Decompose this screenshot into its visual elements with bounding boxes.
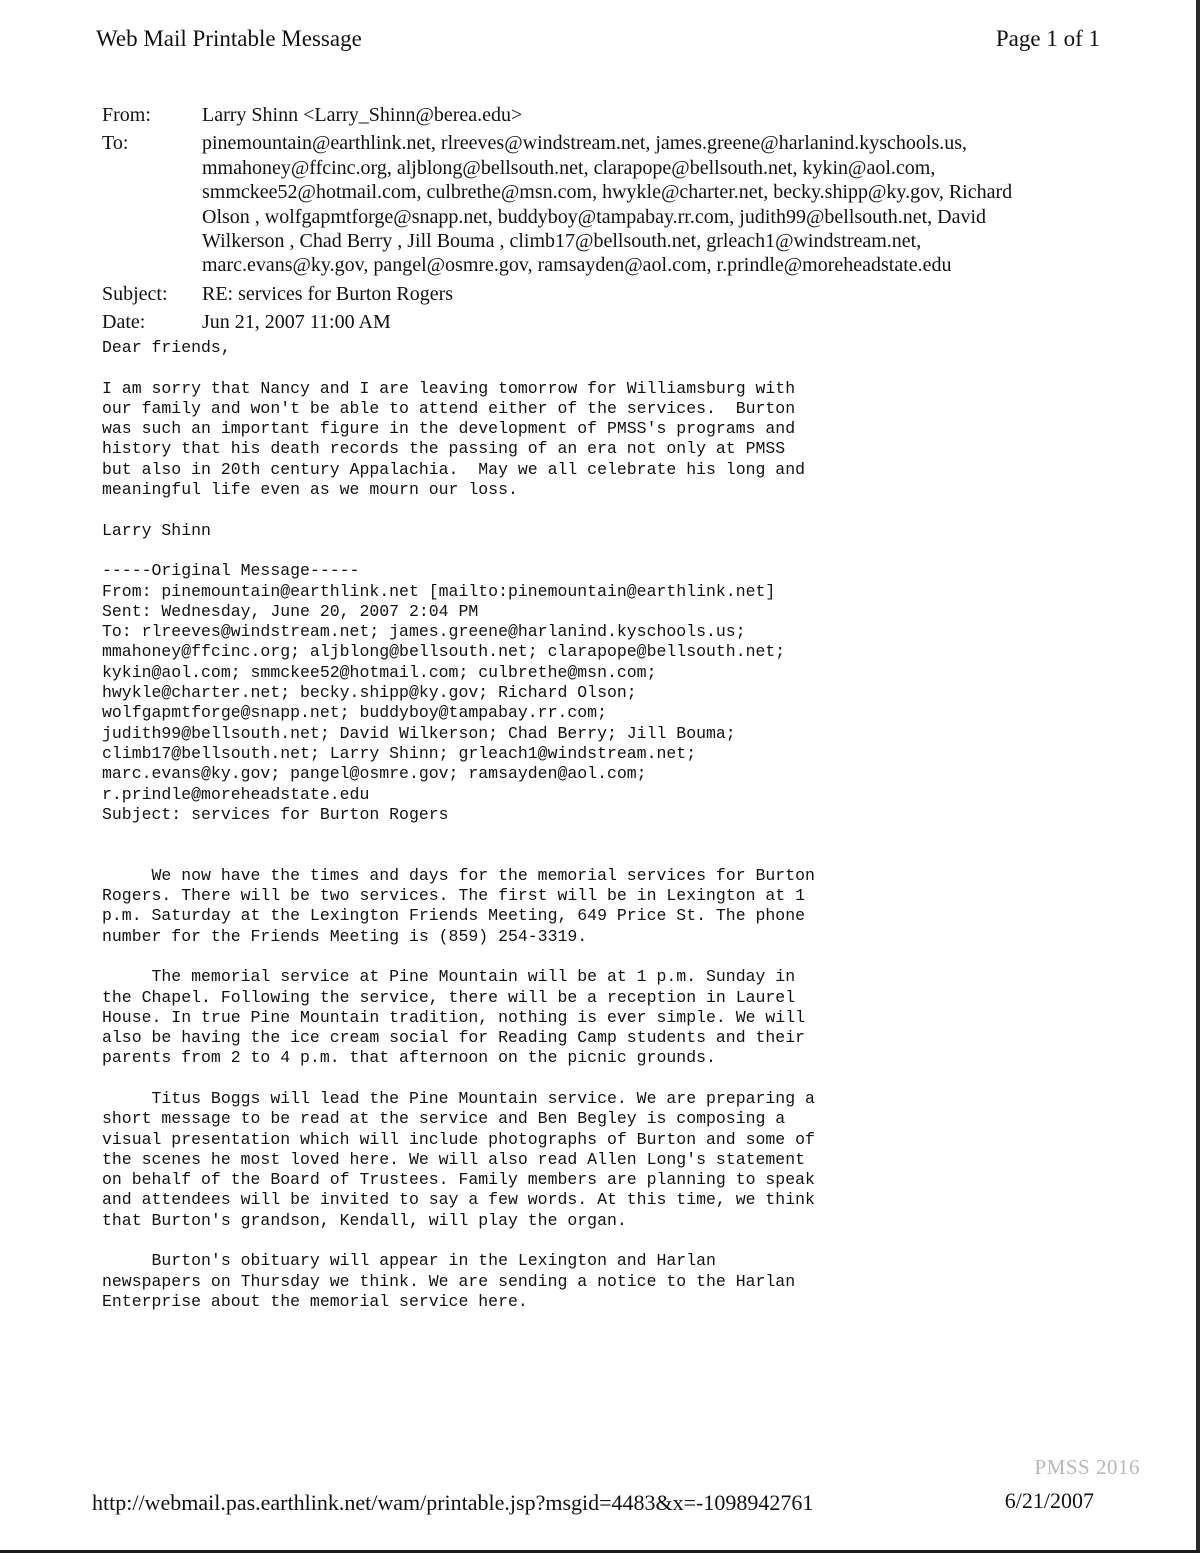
to-row xyxy=(102,131,1102,277)
page-title: Web Mail Printable Message xyxy=(96,26,362,51)
footer-url: http://webmail.pas.earthlink.net/wam/printable.jsp?msgid=4483&x=-1098942761 xyxy=(92,1490,814,1515)
to-label: To: xyxy=(102,132,129,155)
message-header xyxy=(102,103,1102,339)
subject-row xyxy=(102,282,1102,306)
subject-label: Subject: xyxy=(102,282,168,305)
watermark: PMSS 2016 xyxy=(1034,1455,1140,1479)
message-body: Dear friends, I am sorry that Nancy and I are leaving tomorrow for Williamsburg with our family and won't be able to attend either of the services. Burton was such an important figure in the development of PMSS's programs and history that his death records the passing of an era not only at PMSS but also in 20th century Appalachia. May we all celebrate his long and meaningful life even as we mourn our loss. Larry Shinn -----Original Message----- From: pinemountain@earthlink.net [mailto:pinemountain@earthlink.net] Sent: Wednesday, June 20, 2007 2:04 PM To: rlreeves@windstream.net; james.greene@harlanind.kyschools.us; mmahoney@ffcinc.org; aljblong@bellsouth.net; clarapope@bellsouth.net; kykin@aol.com; smmckee52@hotmail.com; culbrethe@msn.com; hwykle@charter.net; becky.shipp@ky.gov; Richard Olson; wolfgapmtforge@snapp.net; buddyboy@tampabay.rr.com; judith99@bellsouth.net; David Wilkerson; Chad Berry; Jill Bouma; climb17@bellsouth.net; Larry Shinn; grleach1@windstream.net; marc.evans@ky.gov; pangel@osmre.gov; ramsayden@aol.com; r.prindle@moreheadstate.edu Subject: services for Burton Rogers We now have the times and days for the memorial services for Burton Rogers. There will be two services. The first will be in Lexington at 1 p.m. Saturday at the Lexington Friends Meeting, 649 Price St. The phone number for the Friends Meeting is (859) 254-3319. The memorial service at Pine Mountain will be at 1 p.m. Sunday in the Chapel. Following the service, there will be a reception in Laurel House. In true Pine Mountain tradition, nothing is ever simple. We will also be having the ice cream social for Reading Camp students and their parents from 2 to 4 p.m. that afternoon on the picnic grounds. Titus Boggs will lead the Pine Mountain service. We are preparing a short message to be read at the service and Ben Begley is composing a visual presentation which will include photographs of Burton and some of the scenes he most loved here. We will also read Allen Long's statement on behalf of the Board of Trustees. Family members are planning to speak and attendees will be invited to say a few words. At this time, we think that Burton's grandson, Kendall, will play the organ. Burton's obituary will appear in the Lexington and Harlan newspapers on Thursday we think. We are sending a notice to the Harlan Enterprise about the memorial service here. xyxy=(102,338,815,1311)
page-edge-right xyxy=(1196,0,1200,1553)
page-indicator: Page 1 of 1 xyxy=(995,26,1100,51)
date-row xyxy=(102,310,1102,334)
subject-value: RE: services for Burton Rogers xyxy=(202,282,454,305)
date-label: Date: xyxy=(102,311,146,334)
to-value: pinemountain@earthlink.net, rlreeves@windstream.net, james.greene@harlanind.kyschools.us, mmahoney@ffcinc.org, aljblong@bellsouth.net, clarapope@bellsouth.net, kykin@aol.com, smmckee52@hotmail.com, culbrethe@msn.com, hwykle@charter.net, becky.shipp@ky.gov, Richard Olson , wolfgapmtforge@snapp.net, buddyboy@tampabay.rr.com, judith99@bellsouth.net, David Wilkerson , Chad Berry , Jill Bouma , climb17@bellsouth.net, grleach1@windstream.net, marc.evans@ky.gov, pangel@osmre.gov, ramsayden@aol.com, r.prindle@moreheadstate.edu xyxy=(202,132,1013,277)
from-value: Larry Shinn <Larry_Shinn@berea.edu> xyxy=(202,104,523,126)
footer-date: 6/21/2007 xyxy=(1004,1488,1094,1513)
from-row xyxy=(102,103,1102,127)
date-value: Jun 21, 2007 11:00 AM xyxy=(202,311,391,334)
from-label: From: xyxy=(102,104,151,126)
